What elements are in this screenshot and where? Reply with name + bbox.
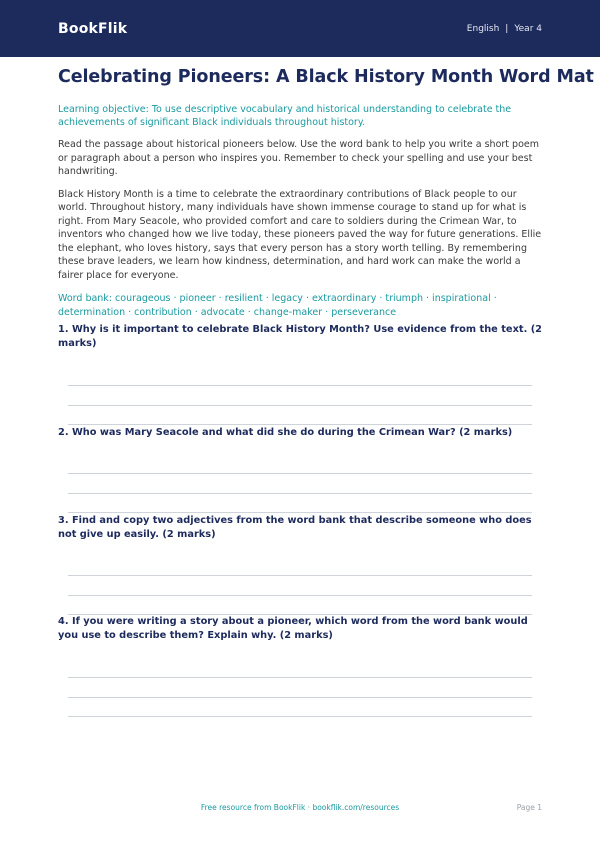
question-1: 1. Why is it important to celebrate Black History Month? Use evidence from the text. (2 marks) <box>58 324 542 349</box>
meta-separator: | <box>505 23 509 34</box>
answer-line[interactable] <box>68 424 532 425</box>
answer-line[interactable] <box>68 473 532 474</box>
year-label: Year 4 <box>514 23 542 34</box>
page-title: Celebrating Pioneers: A Black History Month Word Mat <box>58 67 594 87</box>
answer-line[interactable] <box>68 575 532 576</box>
answer-line[interactable] <box>68 385 532 386</box>
subject-label: English <box>466 23 500 34</box>
footer-link[interactable]: Free resource from BookFlik · bookflik.com/resources <box>200 803 400 812</box>
word-bank: Word bank: courageous · pioneer · resilient · legacy · extraordinary · triumph · inspirational · determination · contribution · advocate · change-maker · perseverance <box>58 293 497 318</box>
answer-line[interactable] <box>68 677 532 678</box>
brand-logo: BookFlik <box>58 20 128 37</box>
answer-line[interactable] <box>68 512 532 513</box>
subject-year <box>467 24 542 34</box>
worksheet-body <box>58 66 594 319</box>
question-4: 4. If you were writing a story about a pioneer, which word from the word bank would you use to describe them? Explain why. (2 marks) <box>58 616 528 641</box>
passage: Black History Month is a time to celebrate the extraordinary contributions of Black people to our world. Throughout history, many individuals have shown immense courage to stand up for what is right. From Mary Seacole, who provided comfort and care to soldiers during the Crimean War, to inventors who changed how we live today, these pioneers paved the way for future generations. Ellie the elephant, who loves history, says that every person has a story worth telling. By remembering these brave leaders, we learn how kindness, determination, and hard work can make the world a fairer place for everyone. <box>58 188 542 281</box>
page-header <box>0 0 600 57</box>
answer-line[interactable] <box>68 716 532 717</box>
instructions: Read the passage about historical pioneers below. Use the word bank to help you write a short poem or paragraph about a person who inspires you. Remember to check your spelling and use your best handwriting. <box>58 139 539 177</box>
page-number: Page 1 <box>516 803 542 812</box>
answer-line[interactable] <box>68 697 532 698</box>
learning-objective: Learning objective: To use descriptive vocabulary and historical understanding to celebrate the achievements of significant Black individuals throughout history. <box>58 104 512 128</box>
answer-line[interactable] <box>68 405 532 406</box>
question-3: 3. Find and copy two adjectives from the word bank that describe someone who does not give up easily. (2 marks) <box>58 515 532 540</box>
answer-line[interactable] <box>68 493 532 494</box>
question-2: 2. Who was Mary Seacole and what did she do during the Crimean War? (2 marks) <box>58 427 513 438</box>
answer-line[interactable] <box>68 595 532 596</box>
